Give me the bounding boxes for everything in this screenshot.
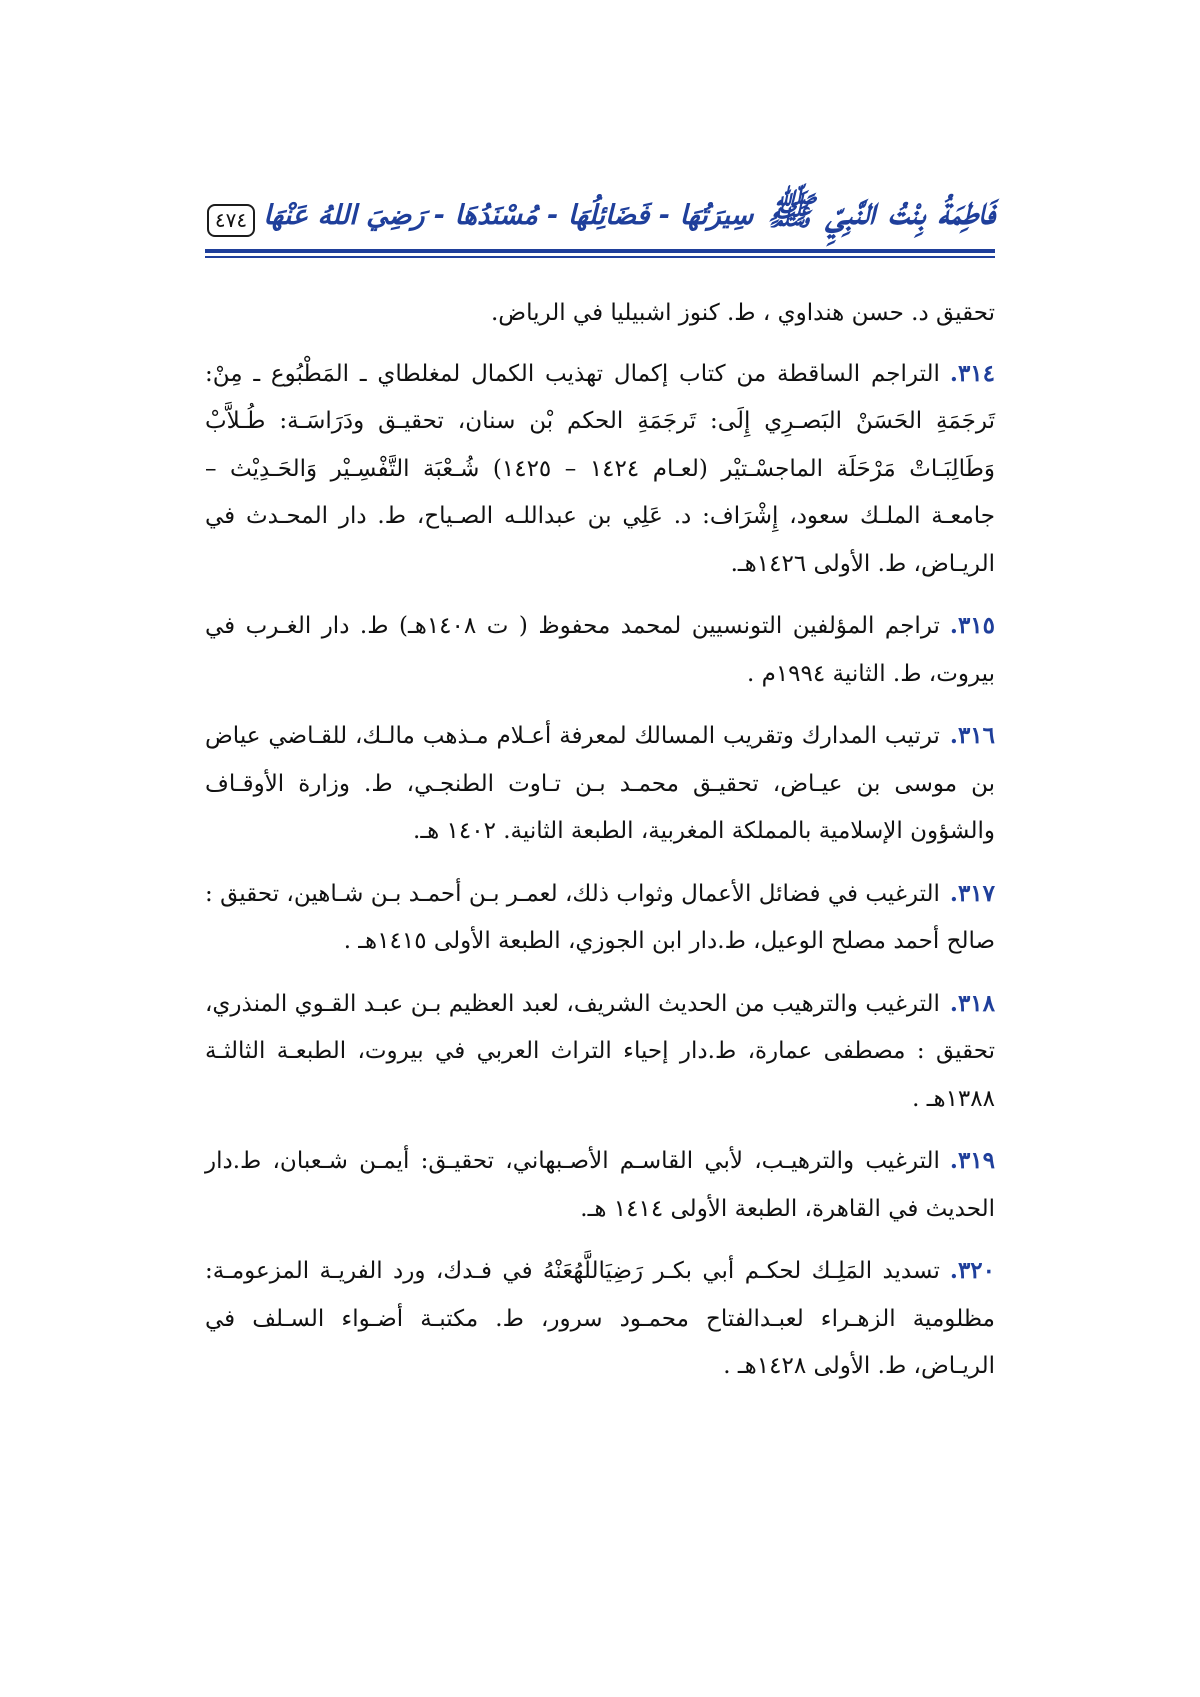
header-rule-thick bbox=[205, 249, 995, 253]
entry-text: التراجم الساقطة من كتاب إكمال تهذيب الكمال لمغلطاي ـ المَطْبُوع ـ مِنْ: تَرجَمَةِ الحَسَنْ البَصـرِي إِلَى: تَرجَمَةِ الحكم بْن سنان، تحقيـق ودَرَاسَـة: طُـلاَّبْ وَطَالِبَـاتْ مَرْحَلَة الماجسْـتيْر (لعـام ١٤٢٤ – ١٤٢٥) شُـعْبَة التَّفْسِـيْر وَالحَـدِيْث – جامعـة الملـك سعود، إِشْرَاف: د. عَلِي بن عبداللـه الصـياح، ط. دار المحـدث في الريـاض، ط. الأولى ١٤٢٦هـ. bbox=[205, 360, 995, 577]
entry-number: ٣١٦. bbox=[949, 722, 995, 749]
entry-text: تسديد المَلِـك لحكـم أبي بكـر رَضِيَاللَّهُعَنْهُ في فـدك، ورد الفريـة المزعومـة: مظلومية الزهـراء لعبـدالفتاح محمـود سرور، ط. مكتبـة أضـواء السـلف في الريـاض، ط. الأولى ١٤٢٨هـ . bbox=[205, 1258, 995, 1379]
entry-number: ٣١٩. bbox=[949, 1147, 995, 1174]
bibliography-entry bbox=[205, 712, 995, 856]
entry-number: ٣١٧. bbox=[949, 879, 995, 907]
page-number: ٤٧٤ bbox=[207, 204, 255, 237]
header-rule-thin bbox=[205, 256, 995, 258]
entry-text: ترتيب المدارك وتقريب المسالك لمعرفة أعـلام مـذهب مالـك، للقـاضي عياض بن موسى بن عيـاض، تحقيـق محمـد بـن تـاوت الطنجـي، ط. وزارة الأوقـاف والشؤون الإسلامية بالمملكة المغربية، الطبعة الثانية. ١٤٠٢ هـ. bbox=[205, 723, 995, 844]
bibliography-entry bbox=[205, 1247, 995, 1391]
entry-text: تراجم المؤلفين التونسيين لمحمد محفوظ ( ت ١٤٠٨هـ) ط. دار الغـرب في بيروت، ط. الثانية ١٩٩٤م . bbox=[205, 613, 995, 687]
continuation-paragraph: تحقيق د. حسن هنداوي ، ط. كنوز اشبيليا في الرياض. bbox=[490, 300, 995, 326]
entry-number: ٣١٨. bbox=[949, 989, 995, 1017]
entry-number: ٣١٤. bbox=[949, 359, 995, 387]
bibliography-entry bbox=[205, 980, 995, 1124]
bibliography-entry bbox=[205, 870, 995, 966]
entry-text: الترغيب في فضائل الأعمال وثواب ذلك، لعمـر بـن أحمـد بـن شـاهين، تحقيق : صالح أحمد مصلح الوعيل، ط.دار ابن الجوزي، الطبعة الأولى ١٤١٥هـ . bbox=[205, 880, 995, 954]
bibliography-entry bbox=[205, 602, 995, 698]
book-subtitle: سِيرَتُهَا - فَضَائِلُهَا - مُسْنَدُهَا - رَضِيَ اللهُ عَنْهَا bbox=[263, 200, 754, 231]
entry-text: الترغيب والترهيـب، لأبي القاسـم الأصـبهاني، تحقيـق: أيمـن شـعبان، ط.دار الحديث في القاهرة، الطبعة الأولى ١٤١٤ هـ. bbox=[205, 1148, 995, 1222]
bibliography-entry bbox=[205, 1137, 995, 1233]
entry-number: ٣٢٠. bbox=[949, 1257, 995, 1284]
entry-text: الترغيب والترهيب من الحديث الشريف، لعبد العظيم بـن عبـد القـوي المنذري، تحقيق : مصطفى عمارة، ط.دار إحياء التراث العربي في بيروت، الطبعـة الثالثـة ١٣٨٨هـ . bbox=[205, 990, 995, 1112]
bibliography-entry bbox=[205, 350, 995, 589]
entry-number: ٣١٥. bbox=[949, 612, 995, 639]
bibliography-list bbox=[205, 290, 995, 1405]
running-title bbox=[263, 188, 995, 243]
page-header bbox=[205, 180, 995, 280]
book-title: فَاطِمَةُ بِنْتُ النَّبِيِّ ﷺ bbox=[767, 189, 995, 233]
